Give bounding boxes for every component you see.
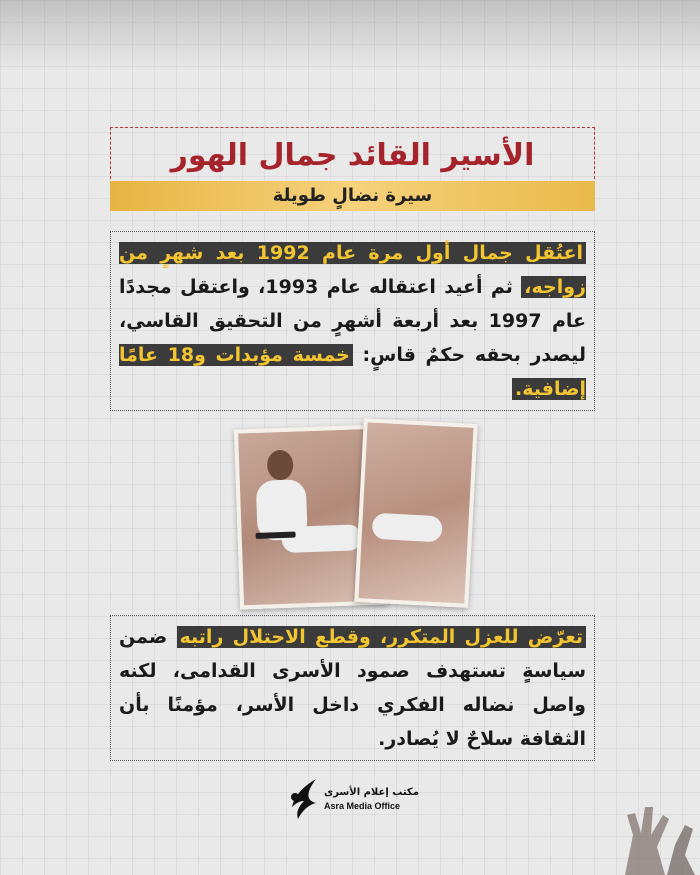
highlight-text: خمسة مؤبدات و18 عامًا إضافية.: [119, 344, 586, 400]
asra-media-logo: [286, 777, 419, 821]
body-text: ثم أعيد اعتقاله عام 1993، واعتقل مجددًا عام 1997 بعد أربعة أشهرٍ من التحقيق القاسي، ليصدر بحقه حكمٌ قاسٍ:: [119, 276, 586, 366]
logo-emblem-icon: [286, 777, 320, 821]
title-frame: [110, 127, 595, 179]
chained-hands-decoration: [605, 785, 700, 875]
logo-text: [324, 786, 419, 812]
logo-english-text: Asra Media Office: [324, 800, 401, 811]
main-column: [110, 127, 595, 821]
highlight-text: تعرّض للعزل المتكرر، وقطع الاحتلال راتبه: [177, 626, 586, 648]
photo-print: [354, 418, 477, 608]
text-box-detention: [110, 231, 595, 411]
highlight-text: اعتُقل جمال أول مرة عام 1992 بعد شهرٍ من زواجه،: [119, 242, 586, 298]
logo-arabic-text: مكتب إعلام الأسرى: [324, 787, 419, 799]
barbed-wire-decoration: [0, 0, 700, 70]
prisoner-photo: [237, 421, 469, 607]
subtitle-band: سيرة نضالٍ طويلة: [110, 181, 595, 211]
body-text: ضمن سياسةٍ تستهدف صمود الأسرى القدامى، لكنه واصل نضاله الفكري داخل الأسر، مؤمنًا بأن الثقافة سلاحٌ لا يُصادر.: [119, 626, 586, 750]
page-title: الأسير القائد جمال الهور: [170, 138, 535, 173]
text-box-isolation: [110, 615, 595, 761]
